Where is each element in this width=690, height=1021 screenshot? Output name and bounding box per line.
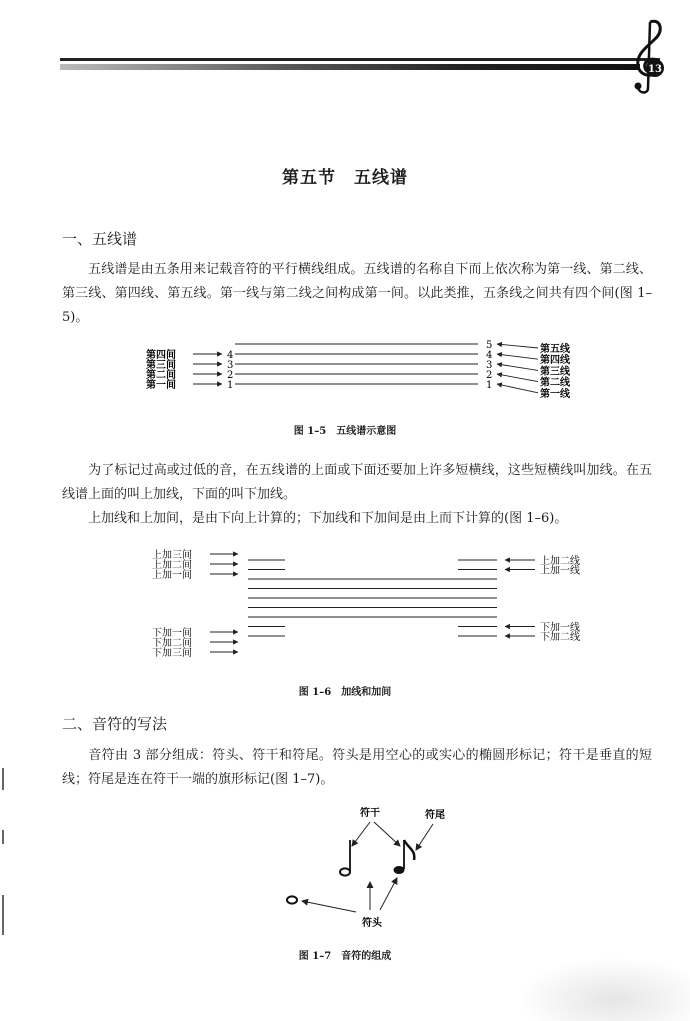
paragraph-note-parts-text: 音符由 3 部分组成：符头、符干和符尾。符头是用空心的或实心的椭圆形标记；符干是垂直的短线；符尾是连在符干一端的旗形标记(图 1–7)。 [62,748,652,787]
margin-mark [2,895,4,935]
lower-line-label: 下加一线 [540,622,580,634]
heading-note-writing: 二、音符的写法 [62,715,168,733]
half-note-head [340,868,350,875]
space-number: 2 [227,370,234,381]
line-arrow [497,374,538,382]
line-label: 第三线 [540,366,570,378]
lower-space-label: 下加三间 [152,648,192,659]
upper-line-label: 上加二线 [540,556,580,567]
upper-line-label: 上加一线 [540,565,580,577]
paragraph-ledger-lines [62,459,652,507]
paragraph-ledger-lines-text: 为了标记过高或过低的音，在五线谱的上面或下面还要加上许多短横线，这些短横线叫加线。在五线谱上面的叫上加线，下面的叫下加线。 [62,463,652,502]
line-label: 第二线 [540,377,570,389]
paragraph-staff-intro [62,258,652,330]
line-label: 第四线 [540,355,570,367]
arrow-stem-2 [374,822,400,846]
label-head: 符头 [362,918,382,929]
figure-staff-diagram [0,330,690,420]
line-number: 1 [486,380,493,391]
line-label: 第五线 [540,344,570,355]
header-rule [60,58,660,61]
line-arrow [497,364,538,370]
eighth-note-flag [404,840,414,860]
filled-notehead [394,866,405,874]
scan-noise [500,950,690,1021]
figure-note-parts [270,800,470,935]
lower-space-label: 下加一间 [152,628,192,639]
line-arrow [497,354,538,359]
space-label: 第四间 [146,350,176,361]
paragraph-ledger-order-text: 上加线和上加间，是由下向上计算的；下加线和下加间是由上而下计算的(图 1–6)。 [88,511,568,526]
section-title: 第五节 五线谱 [282,168,408,188]
header-band [60,64,640,70]
space-number: 4 [227,350,234,361]
paragraph-ledger-order [62,507,652,531]
page-number: 13 [648,64,662,75]
line-arrow [497,384,538,393]
hollow-notehead [287,896,297,903]
line-number: 2 [486,370,493,381]
treble-clef-icon [624,16,672,96]
line-label: 第一线 [540,388,570,400]
space-number: 3 [227,360,234,371]
line-number: 5 [486,340,493,351]
paragraph-staff-intro-text: 五线谱是由五条用来记载音符的平行横线组成。五线谱的名称自下而上依次称为第一线、第二线、第三线、第四线、第五线。第一线与第二线之间构成第一间。以此类推，五条线之间共有四个间(图 1–5)。 [62,262,652,325]
line-number: 4 [486,350,493,361]
line-arrow [497,344,538,348]
margin-mark [2,830,4,844]
label-flag: 符尾 [425,810,445,821]
caption-fig-1-7: 图 1–7 音符的组成 [298,951,392,962]
lower-space-label: 下加二间 [152,638,192,649]
space-label: 第一间 [146,380,176,391]
arrow-head-3 [380,878,397,910]
caption-fig-1-5: 图 1–5 五线谱示意图 [293,426,397,437]
heading-staff: 一、五线谱 [62,230,138,248]
space-label: 第二间 [146,370,176,381]
figure-ledger-diagram [0,540,690,670]
label-stem: 符干 [360,808,380,819]
arrow-head-1 [302,901,356,912]
paragraph-note-parts [62,744,652,792]
upper-space-label: 上加三间 [152,550,192,561]
arrow-stem-1 [352,822,370,846]
space-label: 第三间 [146,360,176,371]
upper-space-label: 上加一间 [152,570,192,581]
margin-mark [2,768,4,790]
arrow-flag [416,824,433,850]
line-number: 3 [486,360,493,371]
upper-space-label: 上加二间 [152,560,192,571]
caption-fig-1-6: 图 1–6 加线和加间 [298,687,392,698]
space-number: 1 [227,380,234,391]
lower-line-label: 下加二线 [540,632,580,643]
